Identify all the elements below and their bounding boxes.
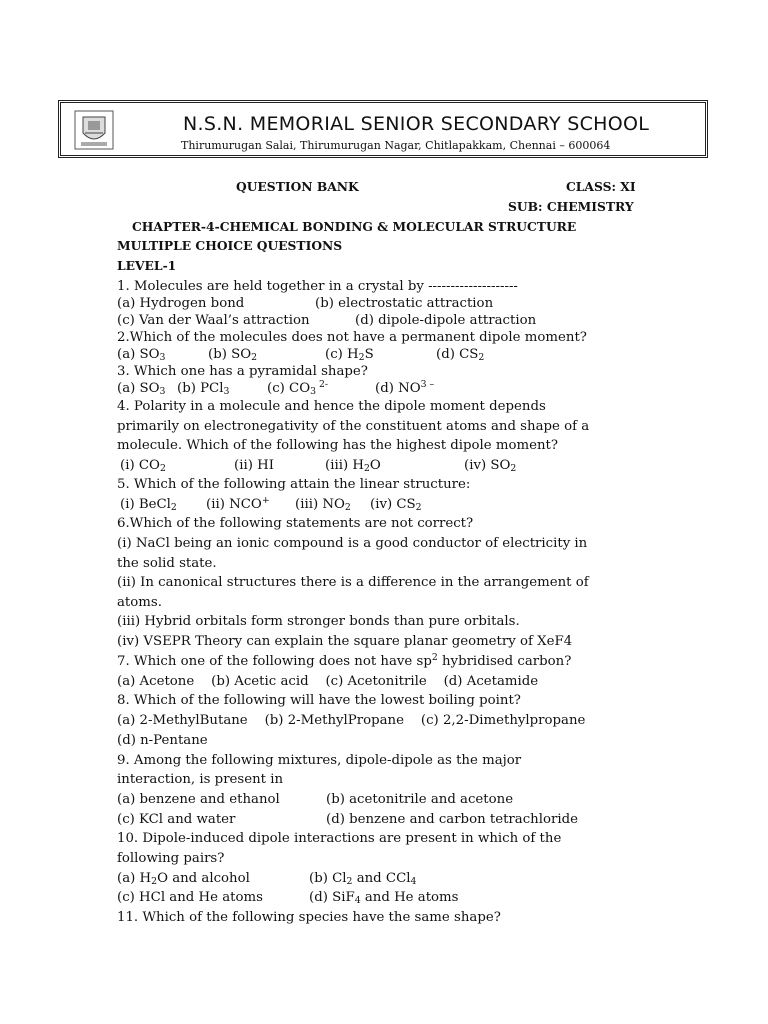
q8-options: (a) 2-MethylButane (b) 2-MethylPropane (c) 2,2-Dimethylpropane — [117, 713, 586, 728]
q2-option-a: (a) $SO_3$ — [117, 347, 166, 363]
question-4-line2: primarily on electronegativity of the constituent atoms and shape of a — [117, 419, 590, 434]
subject-label: SUB: CHEMISTRY — [508, 199, 634, 214]
question-10-line2: following pairs? — [117, 851, 225, 866]
q2-option-c: (c) $H_2S$ — [325, 347, 374, 363]
q2-option-b: (b) $SO_2$ — [208, 347, 258, 363]
q5-option-iii: (iii) $NO_2$ — [295, 497, 351, 513]
q8-option-d: (d) n-Pentane — [117, 733, 208, 748]
q1-option-a: (a) Hydrogen bond — [117, 296, 245, 311]
q10-option-b: (b) $Cl_2$ and CCl$_4$ — [309, 871, 417, 887]
q4-option-iv: (iv) $SO_2$ — [464, 458, 517, 474]
q3-option-b: (b) PCl$_3$ — [177, 381, 230, 397]
question-9-line1: 9. Among the following mixtures, dipole-dipole as the major — [117, 753, 522, 768]
q2-option-d: (d) $CS_2$ — [436, 347, 485, 363]
q10-option-d: (d) SiF$_4$ and He atoms — [309, 890, 459, 906]
q6-statement-i-line1: (i) NaCl being an ionic compound is a good conductor of electricity in — [117, 536, 588, 551]
q6-statement-iv: (iv) VSEPR Theory can explain the square planar geometry of XeF4 — [117, 634, 573, 649]
q6-statement-i-line2: the solid state. — [117, 556, 217, 571]
question-4-line1: 4. Polarity in a molecule and hence the dipole moment depends — [117, 399, 546, 414]
question-9-line2: interaction, is present in — [117, 772, 284, 787]
question-2: 2.Which of the molecules does not have a permanent dipole moment? — [117, 330, 587, 345]
school-header — [58, 100, 708, 158]
question-11: 11. Which of the following species have the same shape? — [117, 910, 501, 925]
q9-option-a: (a) benzene and ethanol — [117, 792, 280, 807]
school-crest-icon — [73, 109, 115, 151]
chapter-title: CHAPTER-4-CHEMICAL BONDING & MOLECULAR STRUCTURE — [132, 219, 577, 234]
q9-option-b: (b) acetonitrile and acetone — [326, 792, 514, 807]
school-name: N.S.N. MEMORIAL SENIOR SECONDARY SCHOOL — [183, 113, 650, 135]
q7-options: (a) Acetone (b) Acetic acid (c) Acetonitrile (d) Acetamide — [117, 674, 539, 689]
q9-option-c: (c) KCl and water — [117, 812, 236, 827]
q3-option-d: (d) $NO^{3 -}$ — [375, 379, 435, 396]
question-10-line1: 10. Dipole-induced dipole interactions are present in which of the — [117, 831, 562, 846]
section-title: MULTIPLE CHOICE QUESTIONS — [117, 238, 343, 253]
q10-option-a: (a) $H_2O$ and alcohol — [117, 871, 250, 887]
q1-option-b: (b) electrostatic attraction — [315, 296, 494, 311]
q5-option-i: (i) BeCl$_2$ — [120, 497, 177, 513]
q1-option-d: (d) dipole-dipole attraction — [355, 313, 537, 328]
question-7: 7. Which one of the following does not have $sp^2$ hybridised carbon? — [117, 652, 572, 669]
q1-option-c: (c) Van der Waal’s attraction — [117, 313, 310, 328]
question-1: 1. Molecules are held together in a crystal by -------------------- — [117, 279, 518, 294]
question-5: 5. Which of the following attain the linear structure: — [117, 477, 471, 492]
class-label: CLASS: XI — [566, 179, 636, 194]
q6-statement-iii: (iii) Hybrid orbitals form stronger bonds than pure orbitals. — [117, 614, 520, 629]
q5-option-ii: (ii) NCO+ — [206, 495, 270, 512]
question-6: 6.Which of the following statements are not correct? — [117, 516, 474, 531]
q4-option-i: (i) $CO_2$ — [120, 458, 166, 474]
question-4-line3: molecule. Which of the following has the highest dipole moment? — [117, 438, 559, 453]
question-3: 3. Which one has a pyramidal shape? — [117, 364, 368, 379]
q3-option-c: (c) $CO_3$ $^{2-}$ — [267, 379, 329, 397]
q4-option-iii: (iii) $H_2O$ — [325, 458, 381, 474]
q10-option-c: (c) HCl and He atoms — [117, 890, 263, 905]
q9-option-d: (d) benzene and carbon tetrachloride — [326, 812, 578, 827]
q4-option-ii: (ii) HI — [234, 458, 274, 473]
q6-statement-ii-line1: (ii) In canonical structures there is a difference in the arrangement of — [117, 575, 589, 590]
question-bank-label: QUESTION BANK — [236, 179, 359, 194]
q3-option-a: (a) $SO_3$ — [117, 381, 166, 397]
question-8: 8. Which of the following will have the lowest boiling point? — [117, 693, 521, 708]
school-address: Thirumurugan Salai, Thirumurugan Nagar, Chitlapakkam, Chennai – 600064 — [181, 139, 611, 152]
level-title: LEVEL-1 — [117, 258, 177, 273]
q5-option-iv: (iv) $CS_2$ — [370, 497, 422, 513]
q6-statement-ii-line2: atoms. — [117, 595, 162, 610]
